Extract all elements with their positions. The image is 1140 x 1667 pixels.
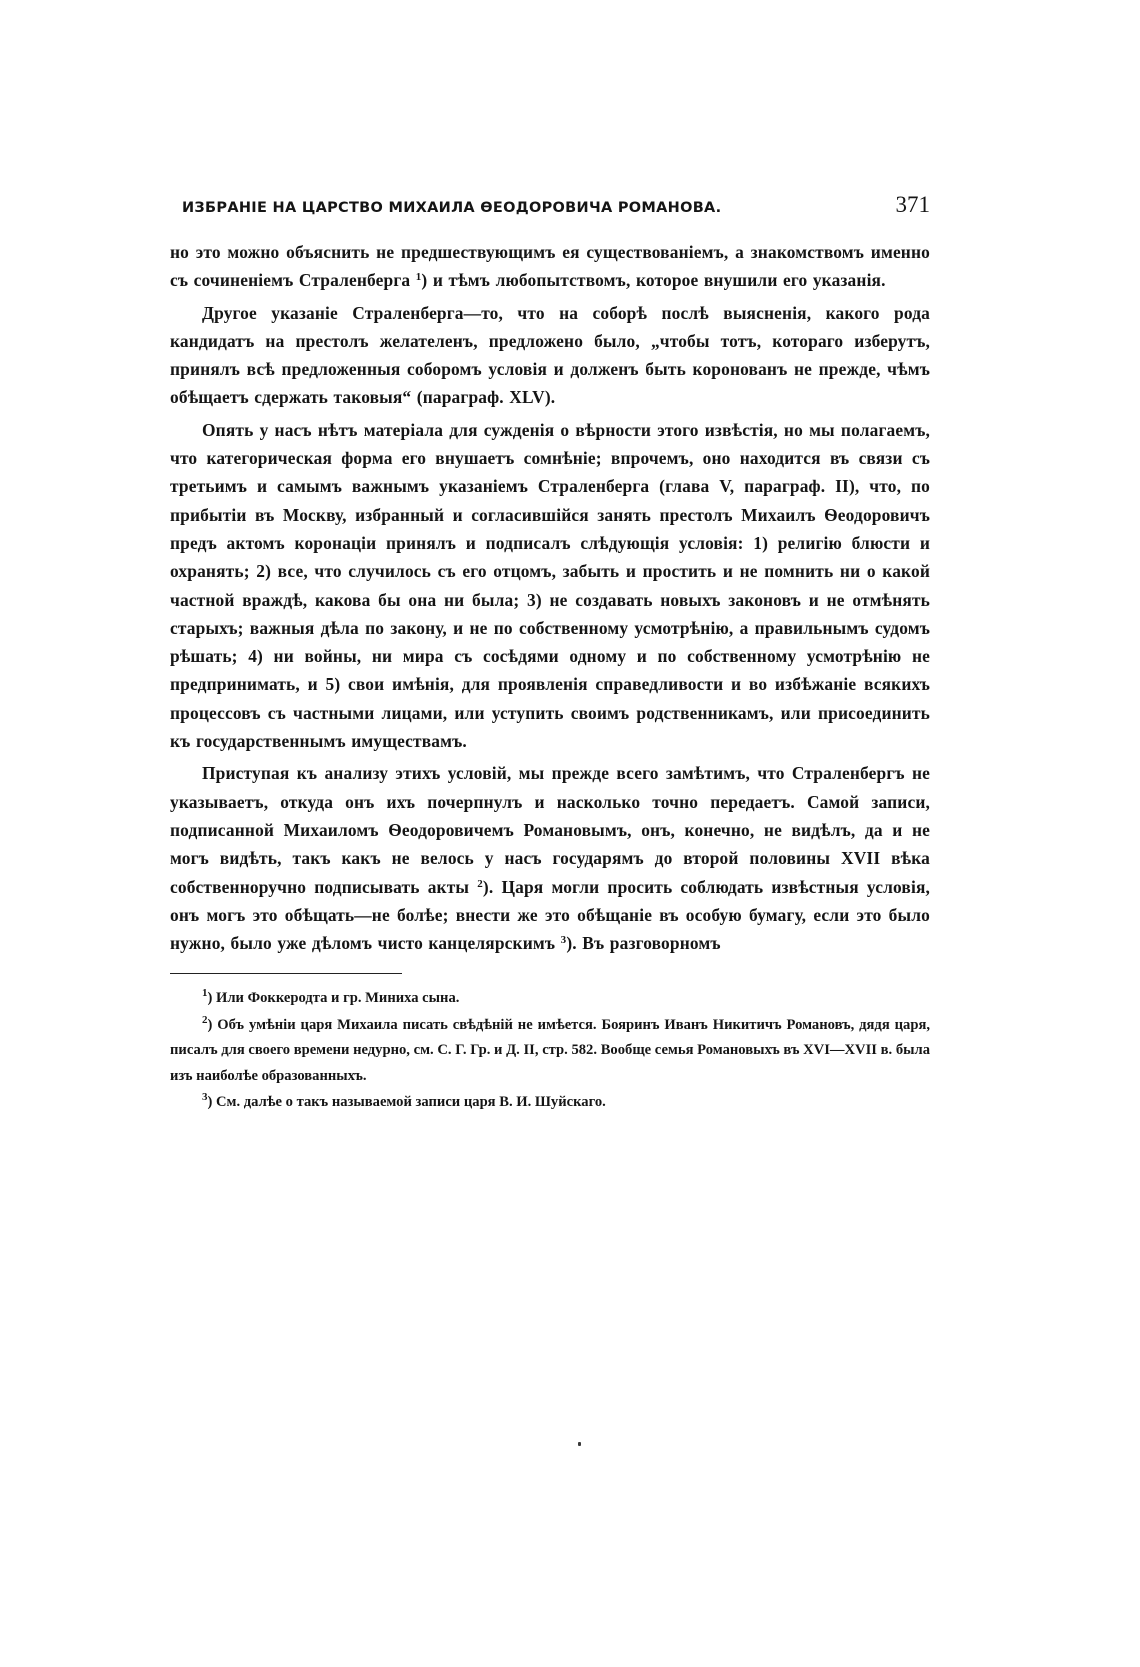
paragraph-text: но это можно объяснить не предшествующимъ ея существованіемъ, а знакомствомъ именно съ сочиненіемъ Страленберга — [170, 242, 930, 291]
paragraph-text: ). Царя могли просить соблюдать извѣстныя условія, онъ могъ это обѣщать—не болѣе; внести же это обѣщаніе въ особую бумагу, если это было нужно, было уже дѣломъ чисто канцелярскимъ — [170, 876, 931, 954]
footnote-marker: 3 — [202, 1091, 208, 1104]
scan-speck — [578, 1442, 581, 1446]
footnote-divider — [170, 973, 402, 974]
footnote — [170, 1013, 930, 1090]
footnote-reference: 1 — [415, 271, 422, 284]
running-title: ИЗБРАНІЕ НА ЦАРСТВО МИХАИЛА ѲЕОДОРОВИЧА РОМАНОВА. — [182, 200, 722, 216]
paragraph-text: ) и тѣмъ любопытствомъ, которое внушили его указанія. — [421, 270, 886, 291]
paragraph — [170, 759, 930, 957]
paragraph-text: Приступая къ анализу этихъ условій, мы прежде всего замѣтимъ, что Страленбергъ не указываетъ, откуда онъ ихъ почерпнулъ и насколько точно передаетъ. Самой записи, подписанной Михаиломъ Ѳеодоровичемъ Романовымъ, онъ, конечно, не видѣлъ, да и не могъ видѣть, такъ какъ не велось у насъ государямъ до второй половины XVII вѣка собственноручно подписывать акты — [170, 763, 930, 897]
footnote-reference: 3 — [560, 934, 567, 947]
footnote-text: ) См. далѣе о такъ называемой записи царя В. И. Шуйскаго. — [207, 1094, 606, 1111]
book-page — [170, 192, 930, 1116]
paragraph-continuation — [170, 238, 930, 295]
paragraph-text: ). Въ разговорномъ — [566, 933, 721, 954]
footnote-text: ) Объ умѣніи царя Михаила писать свѣдѣній не имѣется. Бояринъ Иванъ Никитичъ Романовъ, дядя царя, писалъ для своего времени недурно, см. С. Г. Гр. и Д. II, стр. 582. Вообще семья Романовыхъ въ XVI—XVII в. была изъ наиболѣе образованныхъ. — [170, 1016, 930, 1084]
paragraph: Другое указаніе Страленберга—то, что на соборѣ послѣ выясненія, какого рода кандидатъ на престолъ желателенъ, предложено было, „чтобы тотъ, котораго изберутъ, принялъ всѣ предложенныя соборомъ условія и долженъ быть коронованъ не прежде, чѣмъ обѣщаетъ сдержать таковыя“ (параграф. XLV). — [170, 302, 930, 408]
body-text — [170, 238, 930, 957]
footnote — [170, 1090, 930, 1116]
footnote — [170, 986, 930, 1012]
footnote-marker: 2 — [202, 1013, 208, 1026]
footnote-marker: 1 — [202, 987, 208, 1000]
footnote-text: ) Или Фоккеродта и гр. Миниха сына. — [207, 990, 460, 1007]
page-number: 371 — [895, 192, 930, 217]
paragraph: Опять у насъ нѣтъ матеріала для сужденія о вѣрности этого извѣстія, но мы полагаемъ, что категорическая форма его внушаетъ сомнѣніе; впрочемъ, оно находится въ связи съ третьимъ и самымъ важнымъ указаніемъ Страленберга (глава V, параграф. II), что, по прибытіи въ Москву, избранный и согласившійся занять престолъ Михаилъ Ѳеодоровичъ предъ актомъ коронаціи принялъ и подписалъ слѣдующія условія: 1) религію блюсти и охранять; 2) все, что случилось съ его отцомъ, забыть и простить и не помнить ни о какой частной враждѣ, какова бы она ни была; 3) не создавать новыхъ законовъ и не отмѣнять старыхъ; важныя дѣла по закону, и не по собственному усмотрѣнію, а правильнымъ судомъ рѣшать; 4) ни войны, ни мира съ сосѣдями одному и по собственному усмотрѣнію не предпринимать, и 5) свои имѣнія, для проявленія справедливости и во избѣжаніе всякихъ процессовъ съ частными лицами, или уступить своимъ родственникамъ, или присоединить къ государственнымъ имуществамъ. — [170, 419, 930, 752]
running-head — [170, 192, 930, 222]
footnote-reference: 2 — [477, 877, 483, 890]
footnotes — [170, 986, 930, 1116]
